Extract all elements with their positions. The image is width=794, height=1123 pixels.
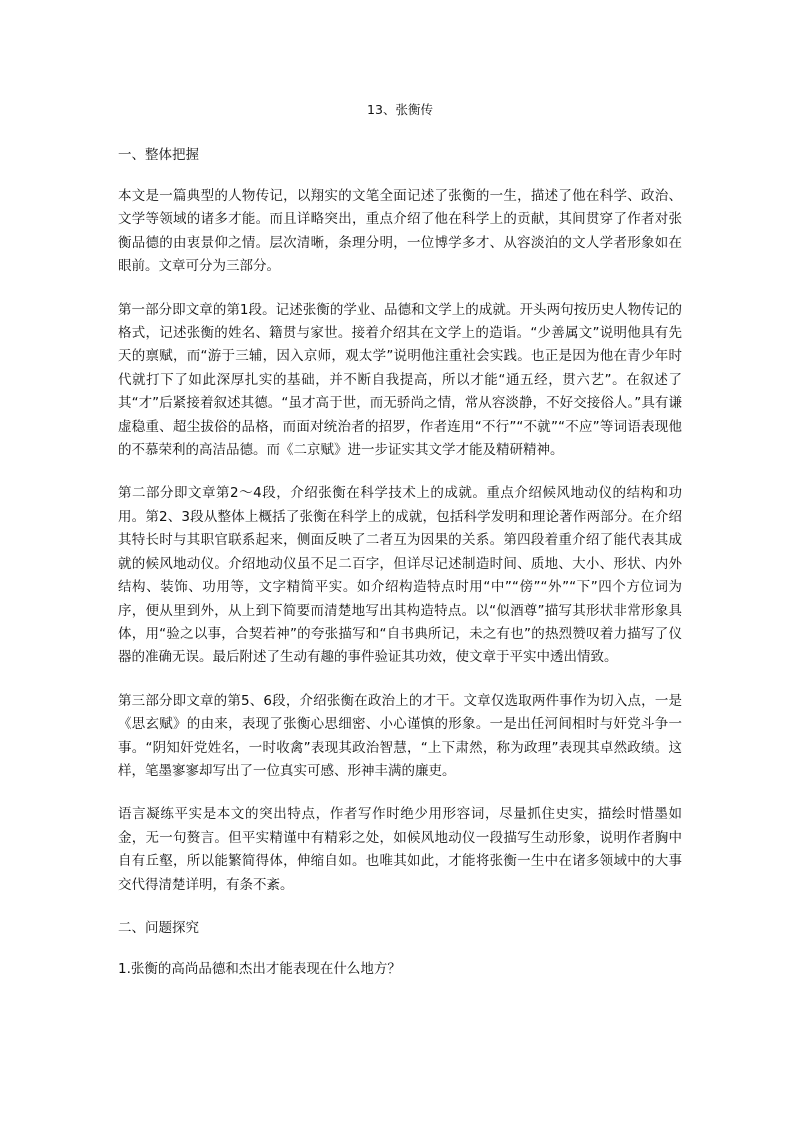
document-title: 13、张衡传 xyxy=(367,102,433,117)
paragraph-part-three: 第三部分即文章的第5、6段，介绍张衡在政治上的才干。文章仅选取两件事作为切入点，一是《思玄赋》的由来，表现了张衡心思细密、小心谨慎的形象。一是出任河间相时与奸党斗争一事。“阴知奸党姓名，一时收禽”表现其政治智慧，“上下肃然，称为政理”表现其卓然政绩。这样，笔墨寥寥却写出了一位真实可感、形神丰满的廉吏。 xyxy=(118,692,682,779)
section-heading-questions: 二、问题探究 xyxy=(118,919,199,936)
paragraph-part-two: 第二部分即文章第2～4段，介绍张衡在科学技术上的成就。重点介绍候风地动仪的结构和功用。第2、3段从整体上概括了张衡在科学上的成就，包括科学发明和理论著作两部分。在介绍其特长时与其职官联系起来，侧面反映了二者互为因果的关系。第四段着重介绍了能代表其成就的候风地动仪。介绍地动仪虽不足二百字，但详尽记述制造时间、质地、大小、形状、内外结构、装饰、功用等，文字精简平实。如介绍构造特点时用“中”“傍”“外”“下”四个方位词为序，便从里到外，从上到下简要而清楚地写出其构造特点。以“似酒尊”描写其形状非常形象具体，用“验之以事，合契若神”的夸张描写和“自书典所记，未之有也”的热烈赞叹着力描写了仪器的准确无误。最后附述了生动有趣的事件验证其功效，使文章于平实中透出情致。 xyxy=(118,485,682,666)
question-1: 1.张衡的高尚品德和杰出才能表现在什么地方？ xyxy=(118,960,401,977)
paragraph-intro: 本文是一篇典型的人物传记，以翔实的文笔全面记述了张衡的一生，描述了他在科学、政治、文学等领域的诸多才能。而且详略突出，重点介绍了他在科学上的贡献，其间贯穿了作者对张衡品德的由衷景仰之情。层次清晰，条理分明，一位博学多才、从容淡泊的文人学者形象如在眼前。文章可分为三部分。 xyxy=(118,188,682,275)
paragraph-language: 语言凝练平实是本文的突出特点，作者写作时绝少用形容词，尽量抓住史实，描绘时惜墨如金，无一句赘言。但平实精谨中有精彩之处，如候风地动仪一段描写生动形象，说明作者胸中自有丘壑，所以能繁简得体，伸缩自如。也唯其如此，才能将张衡一生中在诸多领域中的大事交代得清楚详明，有条不紊。 xyxy=(118,806,682,893)
section-heading-overall: 一、整体把握 xyxy=(118,147,199,163)
paragraph-part-one: 第一部分即文章的第1段。记述张衡的学业、品德和文学上的成就。开头两句按历史人物传记的格式，记述张衡的姓名、籍贯与家世。接着介绍其在文学上的造诣。“少善属文”说明他具有先天的禀赋，而“游于三辅，因入京师，观太学”说明他注重社会实践。也正是因为他在青少年时代就打下了如此深厚扎实的基础，并不断自我提高，所以才能“通五经，贯六艺”。在叙述了其“才”后紧接着叙述其德。“虽才高于世，而无骄尚之情，常从容淡静，不好交接俗人。”具有谦虚稳重、超尘拔俗的品格，而面对统治者的招罗，作者连用“不行”“不就”“不应”等词语表现他的不慕荣利的高洁品德。而《二京赋》进一步证实其文学才能及精研精神。 xyxy=(118,301,682,459)
